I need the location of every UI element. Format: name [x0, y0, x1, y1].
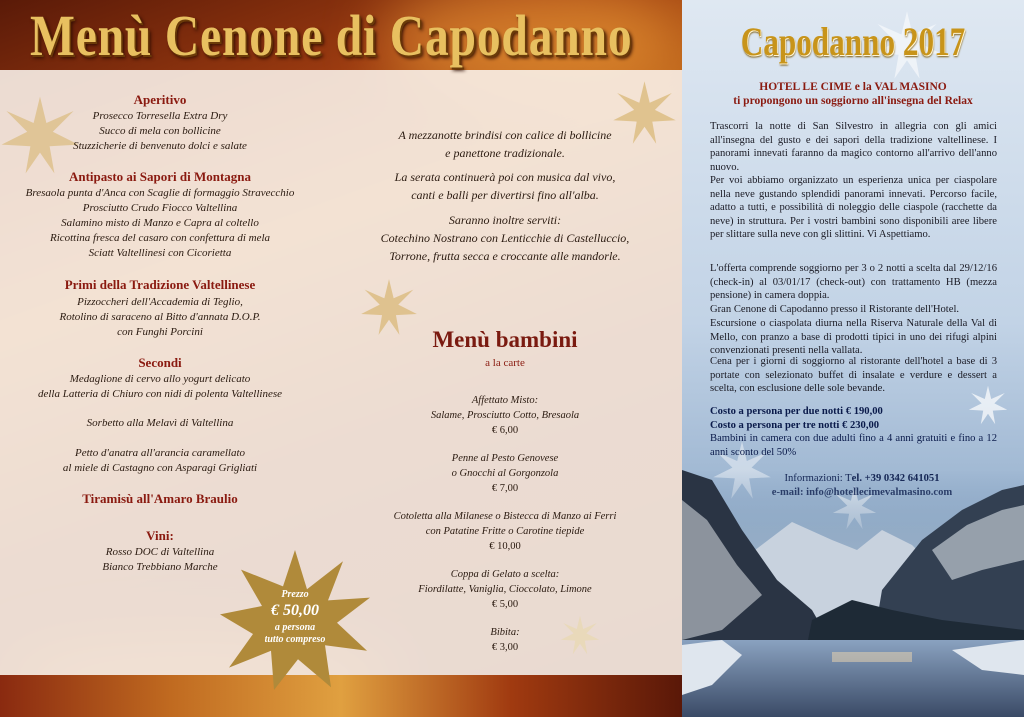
cost-two-nights: Costo a persona per due notti € 190,00	[710, 406, 883, 417]
antipasto-list	[10, 186, 310, 261]
anatra-item	[10, 446, 310, 476]
offer-paragraph: L'offerta comprende soggiorno per 3 o 2 notti a scelta dal 29/12/16 (check-in) al 03/01/17 (check-out) con trattamento HB (mezza pensione) in camera doppia.	[710, 263, 997, 302]
section-title-dessert: Tiramisù all'Amaro Braulio	[82, 491, 238, 506]
price: € 7,00	[491, 483, 519, 494]
offer-paragraph: Gran Cenone di Capodanno presso il Ristorante dell'Hotel.	[710, 304, 960, 315]
list-item: Affettato Misto: Salame, Prosciutto Cotto, Bresaola € 6,00	[340, 393, 670, 438]
list-item: con Funghi Porcini	[117, 326, 203, 338]
price-amount: € 50,00	[271, 602, 319, 619]
list-item: Prosciutto Crudo Fiocco Valtellina	[82, 202, 238, 214]
price: € 6,00	[491, 425, 519, 436]
offer-page	[682, 0, 1024, 717]
list-item: Prosecco Torresella Extra Dry	[92, 110, 228, 122]
services-text: Saranno inoltre serviti: Cotechino Nostrano con Lenticchie di Castelluccio, Torrone, frutta secca e croccante alle mandorle.	[380, 213, 630, 263]
mountain-landscape-image	[682, 470, 1024, 717]
price: € 10,00	[489, 541, 521, 552]
list-item: Petto d'anatra all'arancia caramellato	[75, 447, 245, 459]
list-item: Stuzzicherie di benvenuto dolci e salate	[73, 140, 247, 152]
secondi-list	[10, 372, 310, 402]
list-item: della Latteria di Chiuro con nidi di polenta Valtellinese	[37, 388, 283, 400]
offer-paragraph: Per voi abbiamo organizzato un esperienza unica per ciaspolare nella neve gustando splendidi panorami innevati. Percorso facile, adatto a tutti, e possibilità di noleggio delle ciaspole (racchette da neve) in struttura. Per i vostri bambini sono disponibili aree libere per slittare sulla neve con gli slittini. Vi Aspettiamo.	[710, 175, 997, 241]
list-item: Bianco Trebbiano Marche	[102, 561, 218, 573]
list-item: Sciatt Valtellinesi con Cicorietta	[88, 247, 232, 259]
list-item: Rosso DOC di Valtellina	[105, 546, 215, 558]
list-item: Rotolino di saraceno al Bitto d'annata D.O.P.	[59, 311, 261, 323]
kids-discount: Bambini in camera con due adulti fino a 4 anni gratuiti e fino a 12 anni sconto del 50%	[710, 433, 997, 458]
list-item: Bibita: € 3,00	[340, 625, 670, 655]
page-title: Menù Cenone di Capodanno	[30, 3, 633, 68]
price: € 5,00	[491, 599, 519, 610]
primi-list	[10, 295, 310, 340]
price-star-icon	[220, 550, 370, 690]
aperitivo-list	[10, 109, 310, 154]
sorbetto-item	[10, 416, 310, 431]
kids-menu-subtitle: a la carte	[485, 357, 525, 369]
list-item: Coppa di Gelato a scelta: Fiordilatte, Vaniglia, Cioccolato, Limone € 5,00	[340, 567, 670, 612]
price-note: a persona	[274, 622, 316, 633]
evening-text: La serata continuerà poi con musica dal vivo, canti e balli per divertirsi fino all'alba.	[394, 170, 616, 202]
list-item: Succo di mela con bollicine	[99, 125, 221, 137]
list-item: Medaglione di cervo allo yogurt delicato	[69, 373, 251, 385]
list-item: Ricottina fresca del casaro con confettura di mela	[49, 232, 271, 244]
list-item: Bresaola punta d'Anca con Scaglie di formaggio Stravecchio	[25, 187, 295, 199]
list-item: Penne al Pesto Genovese o Gnocchi al Gorgonzola € 7,00	[340, 451, 670, 496]
list-item: Cotoletta alla Milanese o Bistecca di Manzo ai Ferri con Patatine Fritte o Carotine tiepide € 10,00	[340, 509, 670, 554]
offer-title: Capodanno 2017	[740, 19, 966, 64]
section-title-secondi: Secondi	[138, 355, 182, 370]
list-item: Salamino misto di Manzo e Capra al coltello	[61, 217, 259, 229]
section-title-primi: Primi della Tradizione Valtellinese	[64, 277, 256, 292]
midnight-text: A mezzanotte brindisi con calice di bollicine e panettone tradizionale.	[398, 128, 612, 160]
section-title-antipasto: Antipasto ai Sapori di Montagna	[68, 169, 252, 184]
cost-three-nights: Costo a persona per tre notti € 230,00	[710, 420, 880, 431]
kids-menu-title: Menù bambini	[432, 327, 578, 352]
offer-subtitle: HOTEL LE CIME e la VAL MASINO ti propongono un soggiorno all'insegna del Relax	[733, 81, 973, 107]
offer-paragraph: Cena per i giorni di soggiorno al ristorante dell'hotel a base di 3 portate con selezionato buffet di insalate e verdure e dessert a scelta, con esclusione delle sole bevande.	[710, 356, 997, 395]
section-title-aperitivo: Aperitivo	[133, 92, 187, 107]
offer-paragraph: Escursione o ciaspolata diurna nella Riserva Naturale della Val di Mello, con pranzo a base di prodotti tipici in uno dei rifugi alpini convenzionati presenti nella vallata.	[710, 318, 997, 357]
list-item: Sorbetto alla Melavì di Valtellina	[86, 417, 234, 429]
price: € 3,00	[491, 642, 519, 653]
price-note: tutto compreso	[264, 634, 326, 645]
list-item: Pizzoccheri dell'Accademia di Teglio,	[77, 296, 243, 308]
list-item: al miele di Castagno con Asparagi Grigliati	[62, 462, 258, 474]
offer-paragraph: Trascorri la notte di San Silvestro in allegria con gli amici all'insegna del gusto e dei sapori della tradizione valtellinese. I panorami innevati faranno da magico contorno all'arrivo dell'anno nuovo.	[710, 121, 997, 173]
price-label: Prezzo	[281, 589, 309, 600]
section-title-vini: Vini:	[146, 528, 174, 543]
